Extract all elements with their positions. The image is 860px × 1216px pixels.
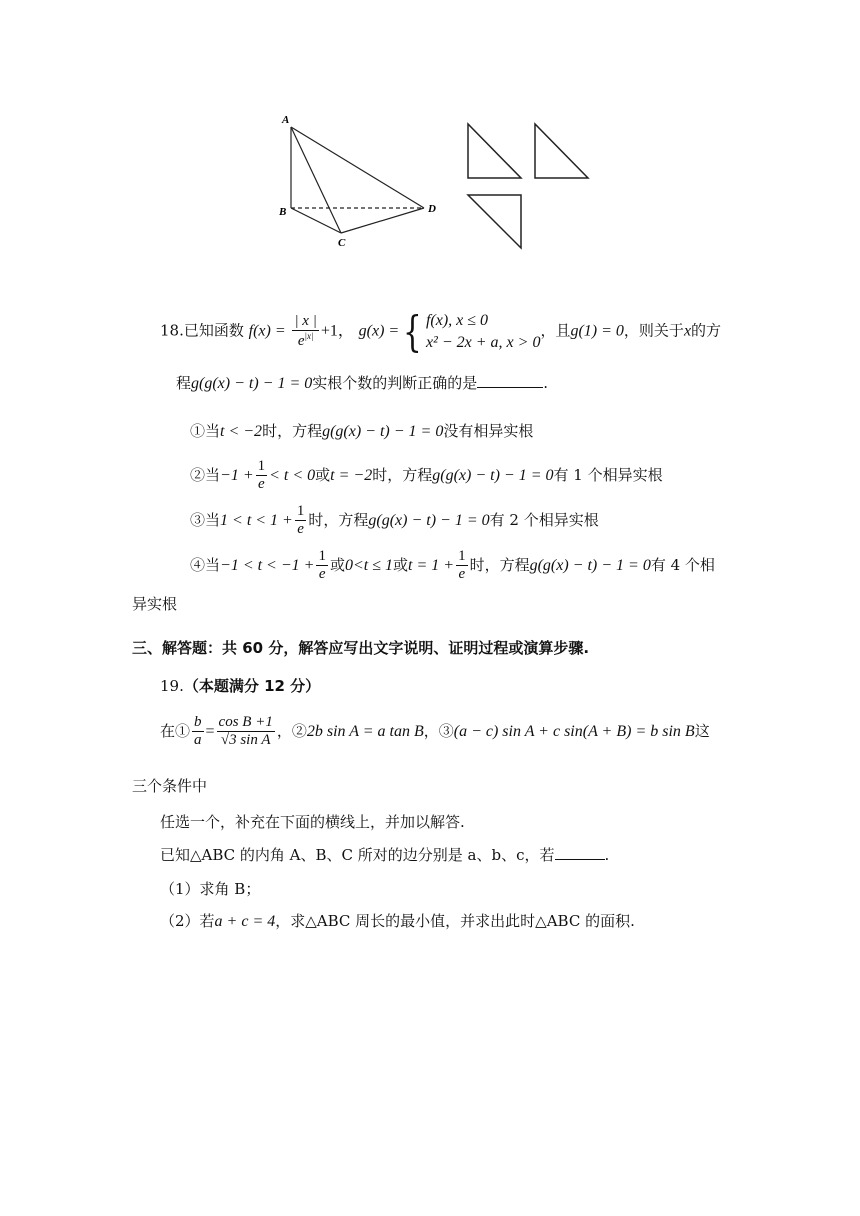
q18-line2-b: 实根个数的判断正确的是 [312, 374, 478, 392]
opt2-c: 有 1 个相异实根 [553, 465, 663, 484]
opt3-frac: $\frac{1}{e}$ [296, 503, 305, 538]
q18-ask-var: x [683, 322, 692, 340]
section-3-title: 三、解答题：共 60 分，解答应写出文字说明、证明过程或演算步骤. [132, 639, 590, 657]
edge-cd [341, 208, 424, 233]
q18-number: 18. [160, 321, 184, 340]
opt1-cond: t < −2 [220, 423, 263, 440]
g-brace: { [403, 306, 422, 356]
opt2-eq: g(g(x) − t) − 1 = 0 [432, 466, 554, 484]
c2-eq: 2b sin A = a tan B [306, 722, 424, 740]
opt2-frac: $\frac{1}{e}$ [257, 458, 266, 493]
c3-eq: (a − c) sin A + c sin(A + B) = b sin B [453, 722, 695, 740]
q19-p2-a: 已知△ABC 的内角 A、B、C 所对的边分别是 a、b、c，若 [160, 846, 555, 864]
opt2-cond1: −1 + [220, 466, 254, 484]
opt3-eq: g(g(x) − t) − 1 = 0 [368, 511, 490, 529]
opt1-eq: g(g(x) − t) − 1 = 0 [322, 423, 444, 440]
opt4-or2: 或 [393, 555, 409, 574]
c1-rhs-frac: $\frac{\text{cos B +1}}{\text{√3 sin A}}$ [218, 714, 273, 749]
opt2-cond3: t = −2 [330, 466, 373, 484]
opt4-cond2: 0<t ≤ 1 [344, 556, 393, 574]
side-view [535, 124, 588, 178]
opt4-frac2: $\frac{1}{e}$ [458, 548, 466, 583]
q19-header [160, 679, 320, 694]
f-fraction [292, 313, 318, 351]
label-b: B [279, 206, 287, 218]
g-case1: f(x), x ≤ 0 [425, 312, 489, 329]
f-frac-den: $e^{|x|}$ [297, 331, 314, 350]
opt4-eq: g(g(x) − t) − 1 = 0 [529, 556, 651, 574]
three-views [468, 124, 588, 248]
edge-bc [291, 208, 341, 233]
label-d: D [428, 203, 436, 215]
opt3-cond1: 1 < t < 1 + [220, 511, 293, 529]
opt4-c: 有 4 个相 [650, 555, 715, 574]
edge-ad [291, 127, 424, 208]
q18-cond-math: g(1) = 0 [570, 322, 624, 340]
opt2-cond2: < t < 0 [269, 466, 316, 484]
opt3-b: 时，方程 [308, 510, 369, 529]
front-view [468, 124, 521, 178]
opt1-a: ①当 [190, 422, 221, 440]
q19-sub-2 [160, 914, 635, 930]
g-case2: x² − 2x + a, x > 0 [425, 333, 541, 351]
top-view [468, 195, 521, 248]
label-a: A [282, 114, 290, 126]
q19-wrap: 三个条件中 [132, 777, 208, 795]
f-lhs: f(x) = [248, 322, 286, 340]
f-frac-num: | x | [292, 313, 318, 331]
q19-p2-b: . [604, 846, 610, 864]
q19-sub-1: （1）求角 B； [160, 880, 261, 898]
q19-answer-blank [555, 858, 605, 860]
q18-answer-blank [477, 386, 543, 388]
opt3-a: ③当 [190, 510, 221, 529]
label-c: C [338, 237, 346, 249]
opt2-b: 时，方程 [372, 465, 433, 484]
c1-lhs-frac: $\frac{b}{a}$ [194, 714, 202, 749]
c2-a: ，② [276, 721, 307, 740]
q18-equation: g(g(x) − t) − 1 = 0 [191, 375, 313, 392]
q19-conditions [160, 714, 710, 750]
q19-cond-a: 在① [160, 721, 191, 740]
q18-option-1 [190, 424, 533, 440]
q18-line2-a: 程 [176, 374, 192, 392]
q18-option-4 [190, 548, 715, 584]
opt4-or1: 或 [329, 555, 345, 574]
opt4-cond3: t = 1 + [408, 556, 455, 574]
q19-number: 19. [160, 677, 184, 695]
q19-sub2-b: ，求△ABC 周长的最小值，并求出此时△ABC 的面积. [275, 912, 635, 930]
q19-sub2-a: （2）若 [160, 912, 215, 930]
q19-score: （本题满分 12 分） [183, 677, 321, 695]
q18-option-3 [190, 503, 599, 539]
f-tail: +1， [320, 322, 354, 340]
q18-option-4-wrap: 异实根 [132, 595, 178, 613]
pyramid-diagram [291, 127, 424, 233]
q19-cond-tail: 这 [694, 721, 710, 740]
opt2-or: 或 [315, 465, 331, 484]
q18-ask1: ，则关于 [623, 321, 684, 340]
geometry-figure [270, 108, 600, 258]
q19-p1: 任选一个，补充在下面的横线上，并加以解答. [160, 813, 465, 831]
q18-ask2: 的方 [691, 321, 722, 340]
q18-option-2 [190, 458, 663, 494]
q19-p2 [160, 848, 609, 863]
g-cases [426, 310, 541, 353]
g-lhs: g(x) = [358, 322, 400, 340]
opt4-cond1: −1 < t < −1 + [220, 556, 315, 574]
c3-a: ，③ [423, 721, 454, 740]
opt3-c: 有 2 个相异实根 [489, 510, 599, 529]
c1-eq: = [205, 722, 215, 740]
q18-cond: ，且 [540, 321, 571, 340]
opt4-frac1: $\frac{1}{e}$ [318, 548, 326, 583]
q18-intro: 已知函数 [183, 321, 244, 340]
opt1-b: 时，方程 [262, 422, 323, 440]
opt4-a: ④当 [190, 555, 221, 574]
opt4-b: 时，方程 [469, 555, 530, 574]
q18-line1 [160, 306, 722, 356]
q19-sub2-eq: a + c = 4 [214, 913, 276, 930]
opt2-a: ②当 [190, 465, 221, 484]
q18-line2: 程g(g(x) − t) − 1 = 0实根个数的判断正确的是 . [176, 374, 549, 392]
opt1-c: 没有相异实根 [443, 422, 534, 440]
